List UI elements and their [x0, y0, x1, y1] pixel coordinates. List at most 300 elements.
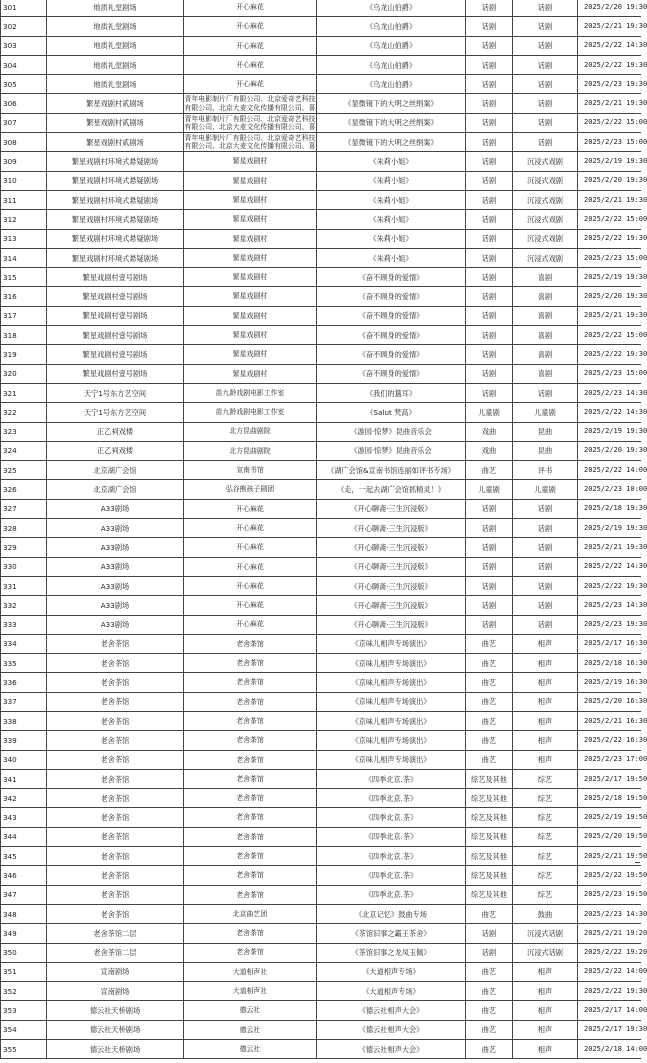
cell-organizer: 繁星戏剧村 — [184, 171, 317, 190]
cell-genre: 综艺 — [513, 885, 578, 904]
cell-category: 话剧 — [466, 94, 513, 113]
cell-genre: 沉浸式话剧 — [513, 943, 578, 962]
cell-venue: 繁星戏剧村贰剧场 — [47, 113, 184, 132]
table-row — [1, 808, 641, 827]
cell-show-time: 2025/2/22 14:00 — [578, 962, 641, 981]
cell-show-time: 2025/2/21 19:30 — [578, 306, 641, 325]
cell-show-time: 2025/2/19 19:50 — [578, 808, 641, 827]
cell-category: 曲艺 — [466, 1001, 513, 1020]
cell-organizer: 老舍茶馆 — [184, 634, 317, 653]
cell-venue: A33剧场 — [47, 576, 184, 595]
cell-performance-title: 《朱莉小姐》 — [317, 229, 466, 248]
cell-organizer: 老舍茶馆 — [184, 769, 317, 788]
table-row — [1, 403, 641, 422]
cell-performance-title: 《四季北京.茶》 — [317, 847, 466, 866]
cell-category: 儿童剧 — [466, 403, 513, 422]
cell-organizer: 老舍茶馆 — [184, 789, 317, 808]
cell-row-number: 328 — [1, 519, 47, 538]
cell-venue: 繁星戏剧村壹号剧场 — [47, 364, 184, 383]
cell-performance-title: 《湖广会馆&宣南书馆连丽如评书专场》 — [317, 461, 466, 480]
cell-venue: 繁星戏剧村贰剧场 — [47, 94, 184, 113]
cell-row-number: 355 — [1, 1040, 47, 1059]
cell-venue: 繁星戏剧村壹号剧场 — [47, 326, 184, 345]
cell-row-number: 350 — [1, 943, 47, 962]
cell-genre: 综艺 — [513, 789, 578, 808]
cell-performance-title: 《茶馆旧事之霸王茶舍》 — [317, 924, 466, 943]
cell-venue: 天宁1号东方艺空间 — [47, 383, 184, 402]
cell-row-number: 348 — [1, 904, 47, 923]
cell-venue: 地质礼堂剧场 — [47, 17, 184, 36]
cell-performance-title: 《我们的簋耳》 — [317, 383, 466, 402]
cell-show-time: 2025/2/22 14:30 — [578, 403, 641, 422]
cell-genre: 喜剧 — [513, 268, 578, 287]
cell-venue: 老舍茶馆 — [47, 885, 184, 904]
cell-row-number: 311 — [1, 190, 47, 209]
cell-show-time: 2025/2/19 16:30 — [578, 673, 641, 692]
cell-organizer: 青年电影制片厂有限公司、北京爱奇艺科技有限公司、北京大麦文化传播有限公司、喜 — [184, 114, 316, 131]
cell-performance-title: 《德云社相声大会》 — [317, 1001, 466, 1020]
cell-venue: 繁星戏剧村环境式悬疑剧场 — [47, 190, 184, 209]
cell-genre: 沉浸式戏剧 — [513, 171, 578, 190]
cell-category: 话剧 — [466, 615, 513, 634]
cell-row-number: 341 — [1, 769, 47, 788]
cell-performance-title: 《朱莉小姐》 — [317, 171, 466, 190]
cell-show-time: 2025/2/22 15:00 — [578, 210, 641, 229]
table-body — [1, 0, 647, 1059]
cell-genre: 综艺 — [513, 847, 578, 866]
cell-show-time: 2025/2/20 19:30 — [578, 441, 641, 460]
cell-performance-title: 《奋不顾身的爱情》 — [317, 345, 466, 364]
cell-show-time: 2025/2/22 19:30 — [578, 55, 641, 74]
cell-organizer: 老舍茶馆 — [184, 847, 317, 866]
table-row — [1, 673, 641, 692]
cell-row-number: 301 — [1, 0, 47, 17]
cell-organizer: 繁星戏剧村 — [184, 326, 317, 345]
cell-performance-title: 《显微镜下的大明之丝绢案》 — [317, 113, 466, 132]
cell-show-time: 2025/2/23 15:00 — [578, 248, 641, 267]
cell-organizer: 繁星戏剧村 — [184, 268, 317, 287]
cell-genre: 相声 — [513, 634, 578, 653]
cell-row-number: 305 — [1, 75, 47, 94]
cell-venue: 老舍茶馆 — [47, 673, 184, 692]
table-row — [1, 1040, 641, 1059]
cell-venue: 老舍茶馆 — [47, 769, 184, 788]
table-row — [1, 519, 641, 538]
cell-organizer: 宣南书馆 — [184, 461, 317, 480]
cell-performance-title: 《奋不顾身的爱情》 — [317, 268, 466, 287]
cell-performance-title: 《开心聊斋·三生沉浸版》 — [317, 538, 466, 557]
cell-organizer: 老舍茶馆 — [184, 943, 317, 962]
cell-genre: 喜剧 — [513, 326, 578, 345]
cell-row-number: 347 — [1, 885, 47, 904]
cell-performance-title: 《京味儿相声专场演出》 — [317, 750, 466, 769]
cell-performance-title: 《奋不顾身的爱情》 — [317, 306, 466, 325]
cell-genre: 相声 — [513, 692, 578, 711]
cell-organizer: 老舍茶馆 — [184, 673, 317, 692]
cell-genre: 喜剧 — [513, 287, 578, 306]
cell-venue: 老舍茶馆 — [47, 634, 184, 653]
cell-organizer: 北京曲艺团 — [184, 904, 317, 923]
cell-row-number: 352 — [1, 982, 47, 1001]
cell-organizer: 开心麻花 — [184, 0, 317, 17]
cell-genre: 相声 — [513, 1020, 578, 1039]
cell-genre: 相声 — [513, 1040, 578, 1059]
cell-show-time: 2025/2/22 19:30 — [578, 576, 641, 595]
cell-category: 话剧 — [466, 306, 513, 325]
cell-category: 话剧 — [466, 538, 513, 557]
cell-show-time: 2025/2/21 19:20 — [578, 924, 641, 943]
cell-venue: 天宁1号东方艺空间 — [47, 403, 184, 422]
cell-row-number: 354 — [1, 1020, 47, 1039]
cell-performance-title: 《开心聊斋·三生沉浸版》 — [317, 519, 466, 538]
cell-venue: 繁星戏剧村环境式悬疑剧场 — [47, 248, 184, 267]
cell-genre: 话剧 — [513, 75, 578, 94]
cell-venue: 老舍茶馆 — [47, 750, 184, 769]
cell-performance-title: 《显微镜下的大明之丝绢案》 — [317, 133, 466, 152]
cell-organizer: 繁星戏剧村 — [184, 306, 317, 325]
cell-genre: 喜剧 — [513, 345, 578, 364]
cell-genre: 话剧 — [513, 133, 578, 152]
cell-row-number: 337 — [1, 692, 47, 711]
cell-show-time: 2025/2/17 19:30 — [578, 1020, 641, 1039]
cell-venue: 老舍茶馆二层 — [47, 924, 184, 943]
cell-organizer: 老舍茶馆 — [184, 924, 317, 943]
cell-venue: 老舍茶馆 — [47, 711, 184, 730]
cell-organizer: 开心麻花 — [184, 499, 317, 518]
cell-venue: 老舍茶馆 — [47, 654, 184, 673]
cell-row-number: 325 — [1, 461, 47, 480]
cell-organizer: 开心麻花 — [184, 596, 317, 615]
cell-show-time: 2025/2/18 14:00 — [578, 1040, 641, 1059]
cell-organizer: 弘谷熊孩子剧团 — [184, 480, 317, 499]
cell-genre: 话剧 — [513, 519, 578, 538]
cell-organizer: 德云社 — [184, 1001, 317, 1020]
table-row — [1, 538, 641, 557]
table-row — [1, 36, 641, 55]
cell-performance-title: 《奋不顾身的爱情》 — [317, 326, 466, 345]
cell-category: 曲艺 — [466, 904, 513, 923]
cell-performance-title: 《开心聊斋·三生沉浸版》 — [317, 615, 466, 634]
cell-show-time: 2025/2/17 14:00 — [578, 1001, 641, 1020]
cell-organizer: 开心麻花 — [184, 615, 317, 634]
cell-organizer: 繁星戏剧村 — [184, 229, 317, 248]
cell-show-time: 2025/2/22 14:30 — [578, 36, 641, 55]
cell-performance-title: 《德云社相声大会》 — [317, 1020, 466, 1039]
cell-show-time: 2025/2/23 19:50 — [578, 885, 641, 904]
cell-organizer: 德云社 — [184, 1020, 317, 1039]
cell-organizer: 繁星戏剧村 — [184, 345, 317, 364]
cell-category: 话剧 — [466, 576, 513, 595]
cell-venue: 老舍茶馆 — [47, 847, 184, 866]
cell-genre: 昆曲 — [513, 422, 578, 441]
cell-organizer: 老舍茶馆 — [184, 866, 317, 885]
cell-performance-title: 《乌龙山伯爵》 — [317, 36, 466, 55]
table-row — [1, 210, 641, 229]
table-row — [1, 731, 641, 750]
cell-venue: 繁星戏剧村环境式悬疑剧场 — [47, 229, 184, 248]
cell-venue: 老舍茶馆二层 — [47, 943, 184, 962]
cell-category: 综艺及其他 — [466, 808, 513, 827]
table-row — [1, 152, 641, 171]
cell-performance-title: 《四季北京.茶》 — [317, 866, 466, 885]
cell-venue: 北京湖广会馆 — [47, 480, 184, 499]
cell-row-number: 340 — [1, 750, 47, 769]
cell-genre: 话剧 — [513, 113, 578, 132]
cell-category: 话剧 — [466, 326, 513, 345]
cell-genre: 综艺 — [513, 808, 578, 827]
cell-organizer: 老舍茶馆 — [184, 827, 317, 846]
cell-row-number: 302 — [1, 17, 47, 36]
cell-row-number: 323 — [1, 422, 47, 441]
cell-performance-title: 《奋不顾身的爱情》 — [317, 287, 466, 306]
cell-organizer: 苗九龄戏剧电影工作室 — [184, 403, 317, 422]
cell-show-time: 2025/2/23 10:00 — [578, 480, 641, 499]
cell-show-time: 2025/2/22 14:30 — [578, 557, 641, 576]
cell-row-number: 319 — [1, 345, 47, 364]
cell-genre: 沉浸式戏剧 — [513, 190, 578, 209]
cell-show-time: 2025/2/19 19:30 — [578, 152, 641, 171]
cell-category: 话剧 — [466, 268, 513, 287]
table-row — [1, 982, 641, 1001]
cell-organizer: 老舍茶馆 — [184, 750, 317, 769]
cell-show-time: 2025/2/22 19:50 — [578, 866, 641, 885]
cell-show-time: 2025/2/22 19:30 — [578, 229, 641, 248]
table-row — [1, 769, 641, 788]
cell-venue: 繁星戏剧村壹号剧场 — [47, 268, 184, 287]
cell-venue: 繁星戏剧村壹号剧场 — [47, 345, 184, 364]
cell-performance-title: 《朱莉小姐》 — [317, 190, 466, 209]
cell-category: 话剧 — [466, 0, 513, 17]
cell-performance-title: 《四季北京.茶》 — [317, 885, 466, 904]
cell-row-number: 316 — [1, 287, 47, 306]
cell-show-time: 2025/2/18 16:30 — [578, 654, 641, 673]
cell-show-time: 2025/2/20 19:50 — [578, 827, 641, 846]
table-row — [1, 1020, 641, 1039]
cell-row-number: 351 — [1, 962, 47, 981]
cell-genre: 评书 — [513, 461, 578, 480]
cell-performance-title: 《乌龙山伯爵》 — [317, 0, 466, 17]
cell-performance-title: 《开心聊斋·三生沉浸版》 — [317, 499, 466, 518]
cell-row-number: 320 — [1, 364, 47, 383]
table-row — [1, 17, 641, 36]
cell-performance-title: 《京味儿相声专场演出》 — [317, 692, 466, 711]
cell-row-number: 343 — [1, 808, 47, 827]
cell-row-number: 332 — [1, 596, 47, 615]
cell-organizer: 开心麻花 — [184, 17, 317, 36]
cell-row-number: 318 — [1, 326, 47, 345]
cell-row-number: 326 — [1, 480, 47, 499]
cell-genre: 儿童剧 — [513, 403, 578, 422]
cell-genre: 话剧 — [513, 383, 578, 402]
cell-organizer: 青年电影制片厂有限公司、北京爱奇艺科技有限公司、北京大麦文化传播有限公司、喜 — [184, 133, 316, 151]
cell-performance-title: 《开心聊斋·三生沉浸版》 — [317, 576, 466, 595]
cell-performance-title: 《乌龙山伯爵》 — [317, 75, 466, 94]
cell-performance-title: 《大道相声专场》 — [317, 962, 466, 981]
cell-organizer: 繁星戏剧村 — [184, 287, 317, 306]
cell-venue: A33剧场 — [47, 519, 184, 538]
cell-organizer: 青年电影制片厂有限公司、北京爱奇艺科技有限公司、北京大麦文化传播有限公司、喜 — [184, 95, 316, 112]
table-row — [1, 229, 641, 248]
cell-row-number: 334 — [1, 634, 47, 653]
table-row — [1, 692, 641, 711]
cell-venue: 老舍茶馆 — [47, 692, 184, 711]
cell-row-number: 308 — [1, 133, 47, 152]
cell-organizer: 大道相声社 — [184, 982, 317, 1001]
cell-show-time: 2025/2/21 19:30 — [578, 94, 641, 113]
cell-genre: 话剧 — [513, 499, 578, 518]
cell-genre: 沉浸式戏剧 — [513, 229, 578, 248]
cell-performance-title: 《四季北京.茶》 — [317, 789, 466, 808]
cell-show-time: 2025/2/19 19:30 — [578, 519, 641, 538]
cell-category: 综艺及其他 — [466, 789, 513, 808]
cell-category: 曲艺 — [466, 711, 513, 730]
cell-venue: 宣南剧场 — [47, 982, 184, 1001]
cell-row-number: 335 — [1, 654, 47, 673]
cell-category: 话剧 — [466, 152, 513, 171]
cell-show-time: 2025/2/20 19:30 — [578, 171, 641, 190]
cell-performance-title: 《游园·惊梦》昆曲音乐会 — [317, 422, 466, 441]
cell-performance-title: 《四季北京.茶》 — [317, 827, 466, 846]
cell-row-number: 353 — [1, 1001, 47, 1020]
cell-performance-title: 《京味儿相声专场演出》 — [317, 731, 466, 750]
page-edge-mark — [635, 862, 640, 863]
cell-performance-title: 《四季北京.茶》 — [317, 808, 466, 827]
cell-row-number: 336 — [1, 673, 47, 692]
cell-show-time: 2025/2/21 19:30 — [578, 17, 641, 36]
cell-category: 戏曲 — [466, 441, 513, 460]
cell-venue: 地质礼堂剧场 — [47, 36, 184, 55]
cell-genre: 话剧 — [513, 576, 578, 595]
cell-show-time: 2025/2/20 19:30 — [578, 0, 641, 17]
table-row — [1, 866, 641, 885]
cell-venue: A33剧场 — [47, 615, 184, 634]
cell-row-number: 329 — [1, 538, 47, 557]
cell-genre: 沉浸式戏剧 — [513, 210, 578, 229]
cell-category: 话剧 — [466, 210, 513, 229]
cell-venue: 北京湖广会馆 — [47, 461, 184, 480]
table-row — [1, 287, 641, 306]
cell-performance-title: 《朱莉小姐》 — [317, 210, 466, 229]
cell-venue: 德云社天桥剧场 — [47, 1001, 184, 1020]
cell-performance-title: 《乌龙山伯爵》 — [317, 55, 466, 74]
cell-category: 话剧 — [466, 596, 513, 615]
cell-genre: 话剧 — [513, 36, 578, 55]
cell-category: 话剧 — [466, 55, 513, 74]
cell-organizer: 开心麻花 — [184, 75, 317, 94]
cell-row-number: 324 — [1, 441, 47, 460]
table-row — [1, 499, 641, 518]
cell-category: 话剧 — [466, 287, 513, 306]
cell-organizer: 德云社 — [184, 1040, 317, 1059]
cell-show-time: 2025/2/23 17:00 — [578, 750, 641, 769]
cell-category: 曲艺 — [466, 654, 513, 673]
cell-show-time: 2025/2/20 19:30 — [578, 287, 641, 306]
cell-performance-title: 《Salut 梵高》 — [317, 403, 466, 422]
cell-performance-title: 《乌龙山伯爵》 — [317, 17, 466, 36]
cell-genre: 话剧 — [513, 94, 578, 113]
cell-show-time: 2025/2/23 19:30 — [578, 615, 641, 634]
cell-row-number: 317 — [1, 306, 47, 325]
cell-organizer: 繁星戏剧村 — [184, 210, 317, 229]
table-row — [1, 596, 641, 615]
table-row — [1, 171, 641, 190]
cell-venue: 老舍茶馆 — [47, 731, 184, 750]
table-row — [1, 383, 641, 402]
cell-show-time: 2025/2/18 19:30 — [578, 499, 641, 518]
cell-row-number: 313 — [1, 229, 47, 248]
cell-genre: 话剧 — [513, 17, 578, 36]
cell-category: 综艺及其他 — [466, 885, 513, 904]
cell-performance-title: 《显微镜下的大明之丝绢案》 — [317, 94, 466, 113]
cell-organizer: 苗九龄戏剧电影工作室 — [184, 383, 317, 402]
cell-organizer: 老舍茶馆 — [184, 731, 317, 750]
cell-organizer: 老舍茶馆 — [184, 711, 317, 730]
cell-row-number: 346 — [1, 866, 47, 885]
cell-row-number: 344 — [1, 827, 47, 846]
cell-category: 话剧 — [466, 171, 513, 190]
cell-genre: 综艺 — [513, 769, 578, 788]
table-row — [1, 133, 641, 152]
cell-row-number: 331 — [1, 576, 47, 595]
cell-performance-title: 《京味儿相声专场演出》 — [317, 654, 466, 673]
cell-show-time: 2025/2/23 15:00 — [578, 364, 641, 383]
cell-organizer: 繁星戏剧村 — [184, 152, 317, 171]
cell-category: 话剧 — [466, 248, 513, 267]
cell-category: 话剧 — [466, 499, 513, 518]
cell-organizer: 繁星戏剧村 — [184, 364, 317, 383]
cell-category: 话剧 — [466, 383, 513, 402]
cell-category: 曲艺 — [466, 673, 513, 692]
cell-row-number: 303 — [1, 36, 47, 55]
cell-venue: 德云社天桥剧场 — [47, 1020, 184, 1039]
cell-organizer: 老舍茶馆 — [184, 692, 317, 711]
cell-show-time: 2025/2/23 19:30 — [578, 75, 641, 94]
table-row — [1, 634, 641, 653]
table-row — [1, 94, 641, 113]
table-row — [1, 789, 641, 808]
cell-genre: 话剧 — [513, 538, 578, 557]
cell-organizer: 繁星戏剧村 — [184, 248, 317, 267]
cell-row-number: 339 — [1, 731, 47, 750]
cell-genre: 话剧 — [513, 596, 578, 615]
table-row — [1, 190, 641, 209]
cell-show-time: 2025/2/21 19:50 — [578, 847, 641, 866]
cell-venue: 老舍茶馆 — [47, 866, 184, 885]
cell-genre: 喜剧 — [513, 306, 578, 325]
cell-organizer: 大道相声社 — [184, 962, 317, 981]
table-row — [1, 885, 641, 904]
cell-row-number: 310 — [1, 171, 47, 190]
cell-venue: 繁星戏剧村壹号剧场 — [47, 306, 184, 325]
table-row — [1, 924, 641, 943]
cell-genre: 相声 — [513, 982, 578, 1001]
cell-show-time: 2025/2/21 16:30 — [578, 711, 641, 730]
cell-organizer: 繁星戏剧村 — [184, 190, 317, 209]
cell-organizer: 开心麻花 — [184, 519, 317, 538]
cell-venue: 地质礼堂剧场 — [47, 75, 184, 94]
cell-show-time: 2025/2/18 19:50 — [578, 789, 641, 808]
cell-organizer: 开心麻花 — [184, 36, 317, 55]
cell-category: 话剧 — [466, 345, 513, 364]
cell-venue: 繁星戏剧村环境式悬疑剧场 — [47, 171, 184, 190]
cell-show-time: 2025/2/23 14:30 — [578, 596, 641, 615]
cell-organizer: 老舍茶馆 — [184, 808, 317, 827]
cell-genre: 沉浸式戏剧 — [513, 248, 578, 267]
cell-organizer: 北方昆曲剧院 — [184, 422, 317, 441]
cell-organizer: 开心麻花 — [184, 55, 317, 74]
table-row — [1, 55, 641, 74]
table-row — [1, 750, 641, 769]
